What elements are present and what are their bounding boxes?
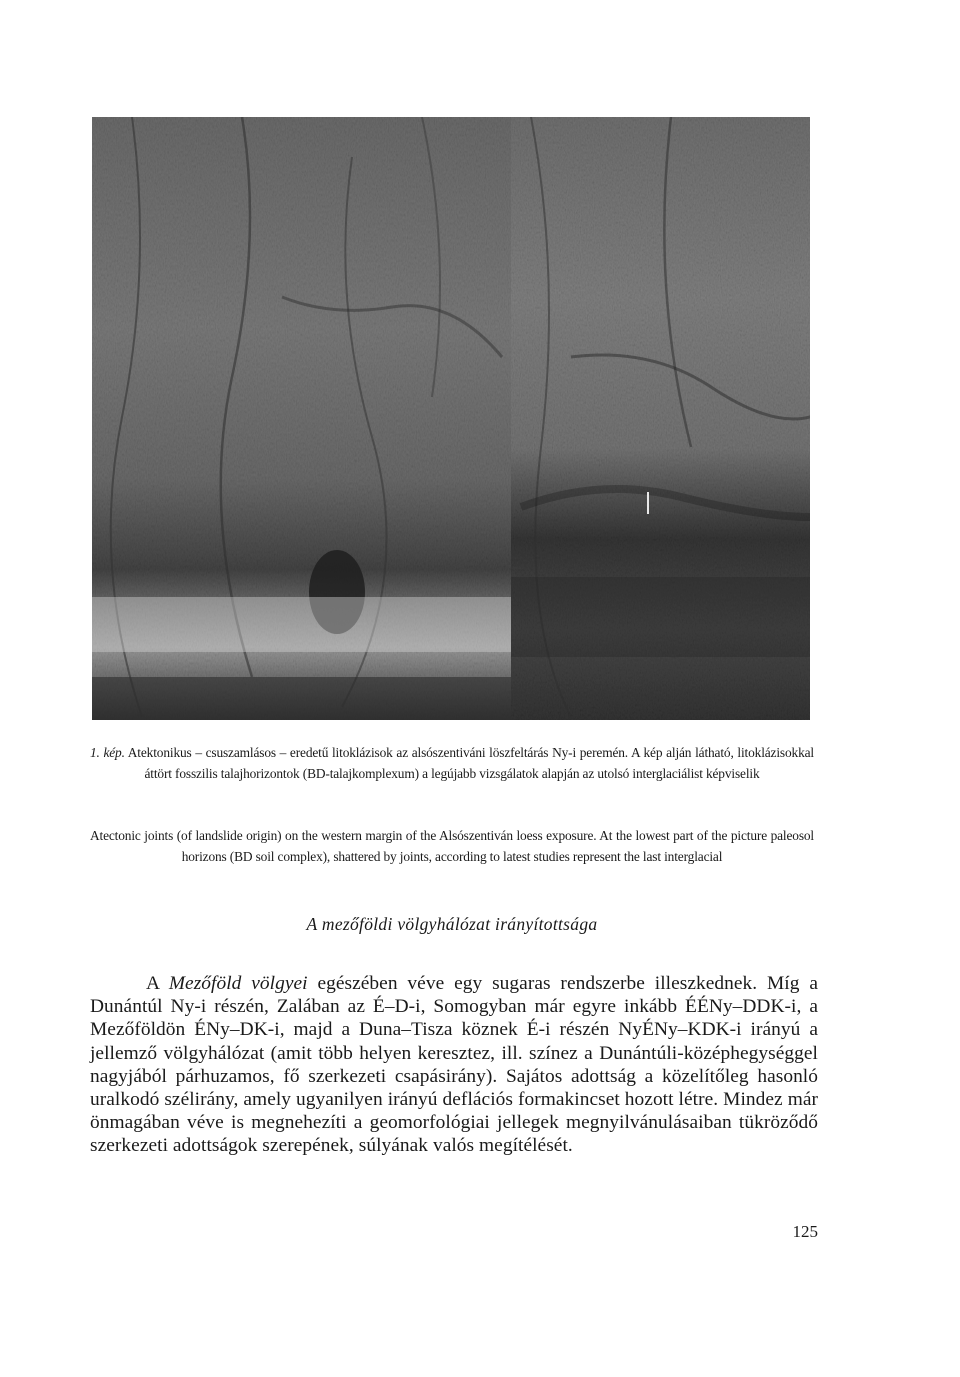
figure-photograph bbox=[92, 117, 810, 720]
body-lead-italic: Mezőföld völgyei bbox=[168, 973, 308, 994]
loess-wall-right-image bbox=[511, 117, 810, 720]
figure-caption-hungarian bbox=[90, 742, 814, 784]
body-lead: A bbox=[146, 973, 169, 994]
photo-left-panel bbox=[92, 117, 511, 720]
figure-caption-english: Atectonic joints (of landslide origin) on the western margin of the Alsószentiván loess exposure. At the lowest part of the picture paleosol horizons (BD soil complex), shattered by joints, according to latest studies represent the last interglacial bbox=[90, 828, 814, 864]
figure-caption-hu-text: Atektonikus – csuszamlásos – eredetű litoklázisok az alsószentiváni löszfeltárás Ny-i peremén. A kép alján látható, litoklázisokkal áttört fosszilis talajhorizontok (BD-talajkomplexum) a legújabb vizsgálatok alapján az utolsó interglaciálist képviselik bbox=[127, 745, 814, 781]
page-number: 125 bbox=[792, 1222, 818, 1241]
photo-right-panel bbox=[511, 117, 810, 720]
figure-label: 1. kép. bbox=[90, 745, 125, 760]
body-paragraph bbox=[90, 972, 818, 1158]
body-text: egészében véve egy sugaras rendszerbe illeszkednek. Míg a Dunántúl Ny-i részén, Zalában az É–D-i, Somogyban már egyre inkább ÉÉNy–DDK-i, a Mezőföldön ÉNy–DK-i, majd a Duna–Tisza köznek É-i részén NyÉNy–KDK-i irányú a jellemző völgyhálózat (amit több helyen keresztez, ill. színez a Dunántúli-középhegységgel nagyjából párhuzamos, fő szerkezeti csapásirány). Sajátos adottság a közelítőleg hasonló uralkodó szélirány, amely ugyanilyen irányú deflációs formakincset hozott létre. Mindez már önmagában véve is megnehezíti a geomorfológiai jellegek megnyilvánulásaiban tükröződő szerkezeti adottságok szerepének, súlyának valós megítélését. bbox=[90, 973, 818, 1157]
section-heading: A mezőföldi völgyhálózat irányítottsága bbox=[306, 914, 598, 934]
loess-wall-left-image bbox=[92, 117, 511, 720]
